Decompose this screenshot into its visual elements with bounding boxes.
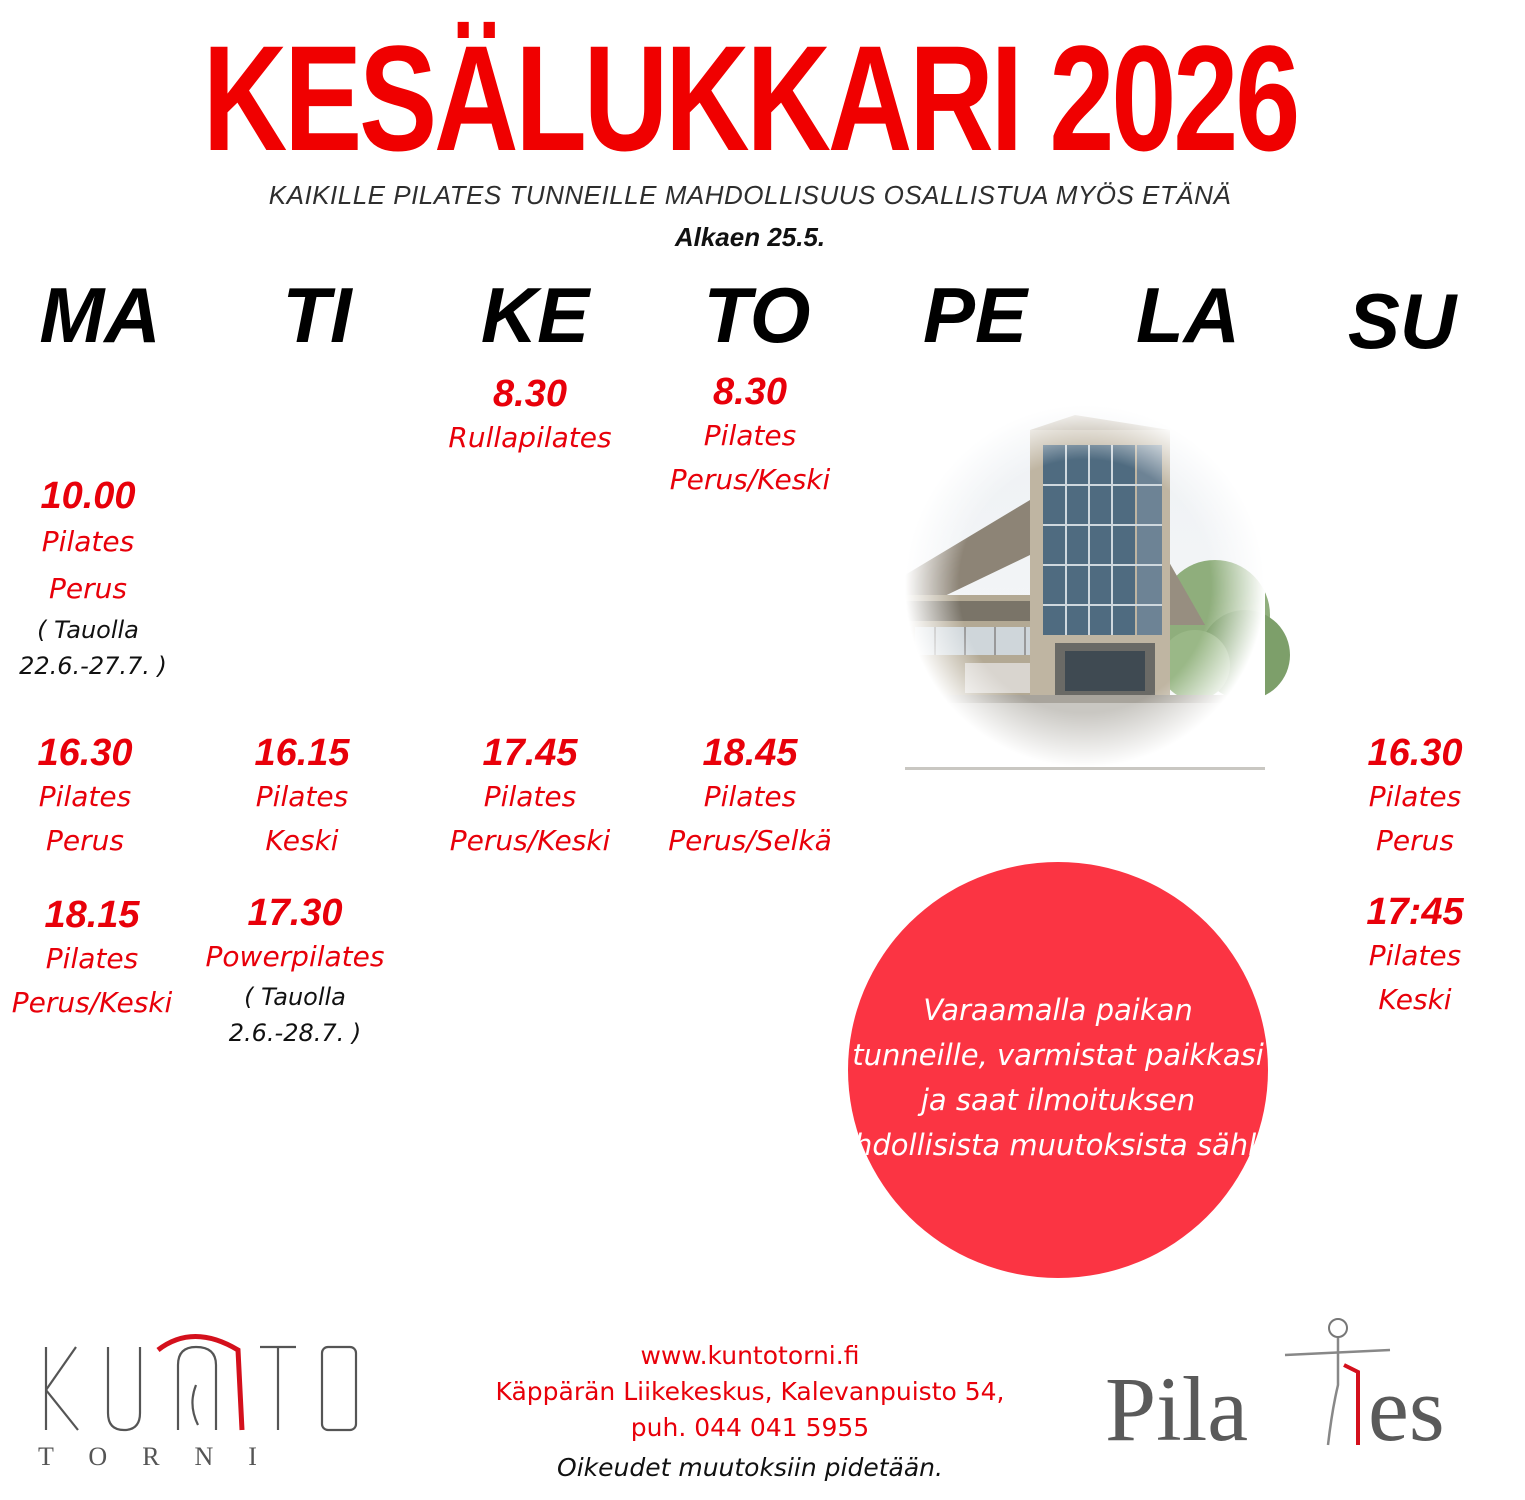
slot-time: 8.30: [713, 371, 787, 413]
address: Käppärän Liikekeskus, Kalevanpuisto 54,: [495, 1377, 1005, 1406]
slot-class: Rullapilates: [448, 421, 612, 454]
day-header-ti: TI: [282, 271, 352, 359]
website-link[interactable]: www.kuntotorni.fi: [640, 1341, 860, 1370]
slot-class: Pilates: [703, 419, 797, 452]
class-slot-ma-1000: [0, 474, 198, 684]
day-header-ke: KE: [480, 271, 590, 359]
svg-text:TORNI: TORNI: [38, 1442, 292, 1471]
slot-level: Perus/Keski: [449, 824, 611, 857]
day-header-la: LA: [1136, 271, 1240, 359]
svg-text:es: es: [1368, 1358, 1445, 1460]
slot-note: 2.6.-28.7. ): [228, 1019, 362, 1047]
class-slot-su-1630: [1305, 731, 1525, 863]
pilates-logo: [1100, 1310, 1470, 1460]
booking-info-circle: [808, 862, 1380, 1278]
phone-number[interactable]: puh. 044 041 5955: [630, 1413, 870, 1442]
start-date: Alkaen 25.5.: [674, 222, 826, 252]
day-header-su: SU: [1347, 277, 1457, 365]
slot-class: Pilates: [1368, 939, 1462, 972]
kuntotorni-logo: [38, 1325, 368, 1475]
slot-level: Perus: [46, 824, 124, 857]
booking-info-text: [808, 988, 1380, 1168]
class-slot-ke-0830: [420, 372, 640, 460]
booking-info-line: Varaamalla paikan: [923, 993, 1193, 1027]
booking-info-line: tunneille, varmistat paikkasi: [852, 1038, 1264, 1072]
slot-level: Keski: [1378, 983, 1452, 1016]
day-header-pe: PE: [922, 271, 1028, 359]
slot-time: 17:45: [1366, 891, 1464, 933]
slot-level: Perus: [1376, 824, 1454, 857]
class-slot-ma-1815: [0, 893, 202, 1025]
class-slot-ti-1730: [185, 891, 405, 1051]
slot-note: 22.6.-27.7. ): [19, 652, 167, 680]
day-header-to: TO: [703, 271, 811, 359]
slot-time: 18.45: [702, 732, 798, 774]
slot-level: Perus/Keski: [11, 986, 173, 1019]
class-slot-to-0830: [640, 370, 860, 502]
page-title: KESÄLUKKARI 2026: [202, 14, 1298, 182]
slot-class: Pilates: [703, 780, 797, 813]
slot-time: 16.30: [1367, 732, 1463, 774]
slot-class: Pilates: [38, 780, 132, 813]
pilates-logo-text: Pila: [1105, 1358, 1249, 1460]
building-photo: [905, 405, 1265, 767]
slot-time: 17.30: [247, 892, 343, 934]
booking-info-line: ja saat ilmoituksen: [920, 1083, 1196, 1117]
slot-class: Powerpilates: [205, 940, 385, 973]
slot-level: Keski: [265, 824, 339, 857]
slot-time: 16.15: [254, 732, 350, 774]
slot-time: 18.15: [44, 894, 140, 936]
slot-note: ( Tauolla: [37, 616, 139, 644]
slot-level: Perus/Selkä: [668, 824, 832, 857]
slot-class: Pilates: [41, 525, 135, 558]
booking-info-line: mahdollisista muutoksista sähköpostiin: [808, 1128, 1380, 1162]
slot-class: Pilates: [255, 780, 349, 813]
class-slot-su-1745: [1305, 890, 1525, 1022]
slot-level: Perus: [49, 572, 127, 605]
rights-notice: Oikeudet muutoksiin pidetään.: [557, 1453, 943, 1482]
slot-note: ( Tauolla: [244, 983, 346, 1011]
slot-level: Perus/Keski: [669, 463, 831, 496]
slot-class: Pilates: [483, 780, 577, 813]
slot-class: Pilates: [1368, 780, 1462, 813]
day-header-ma: MA: [39, 271, 161, 359]
contact-info: [440, 1338, 1060, 1488]
slot-time: 10.00: [40, 475, 136, 517]
subtitle: KAIKILLE PILATES TUNNEILLE MAHDOLLISUUS OSALLISTUA MYÖS ETÄNÄ: [268, 180, 1232, 210]
class-slot-ti-1615: [192, 731, 412, 863]
slot-time: 16.30: [37, 732, 133, 774]
slot-time: 17.45: [482, 732, 578, 774]
slot-time: 8.30: [493, 373, 567, 415]
class-slot-ma-1630: [0, 731, 195, 863]
class-slot-ke-1745: [420, 731, 640, 863]
class-slot-to-1845: [640, 731, 860, 863]
slot-class: Pilates: [45, 942, 139, 975]
